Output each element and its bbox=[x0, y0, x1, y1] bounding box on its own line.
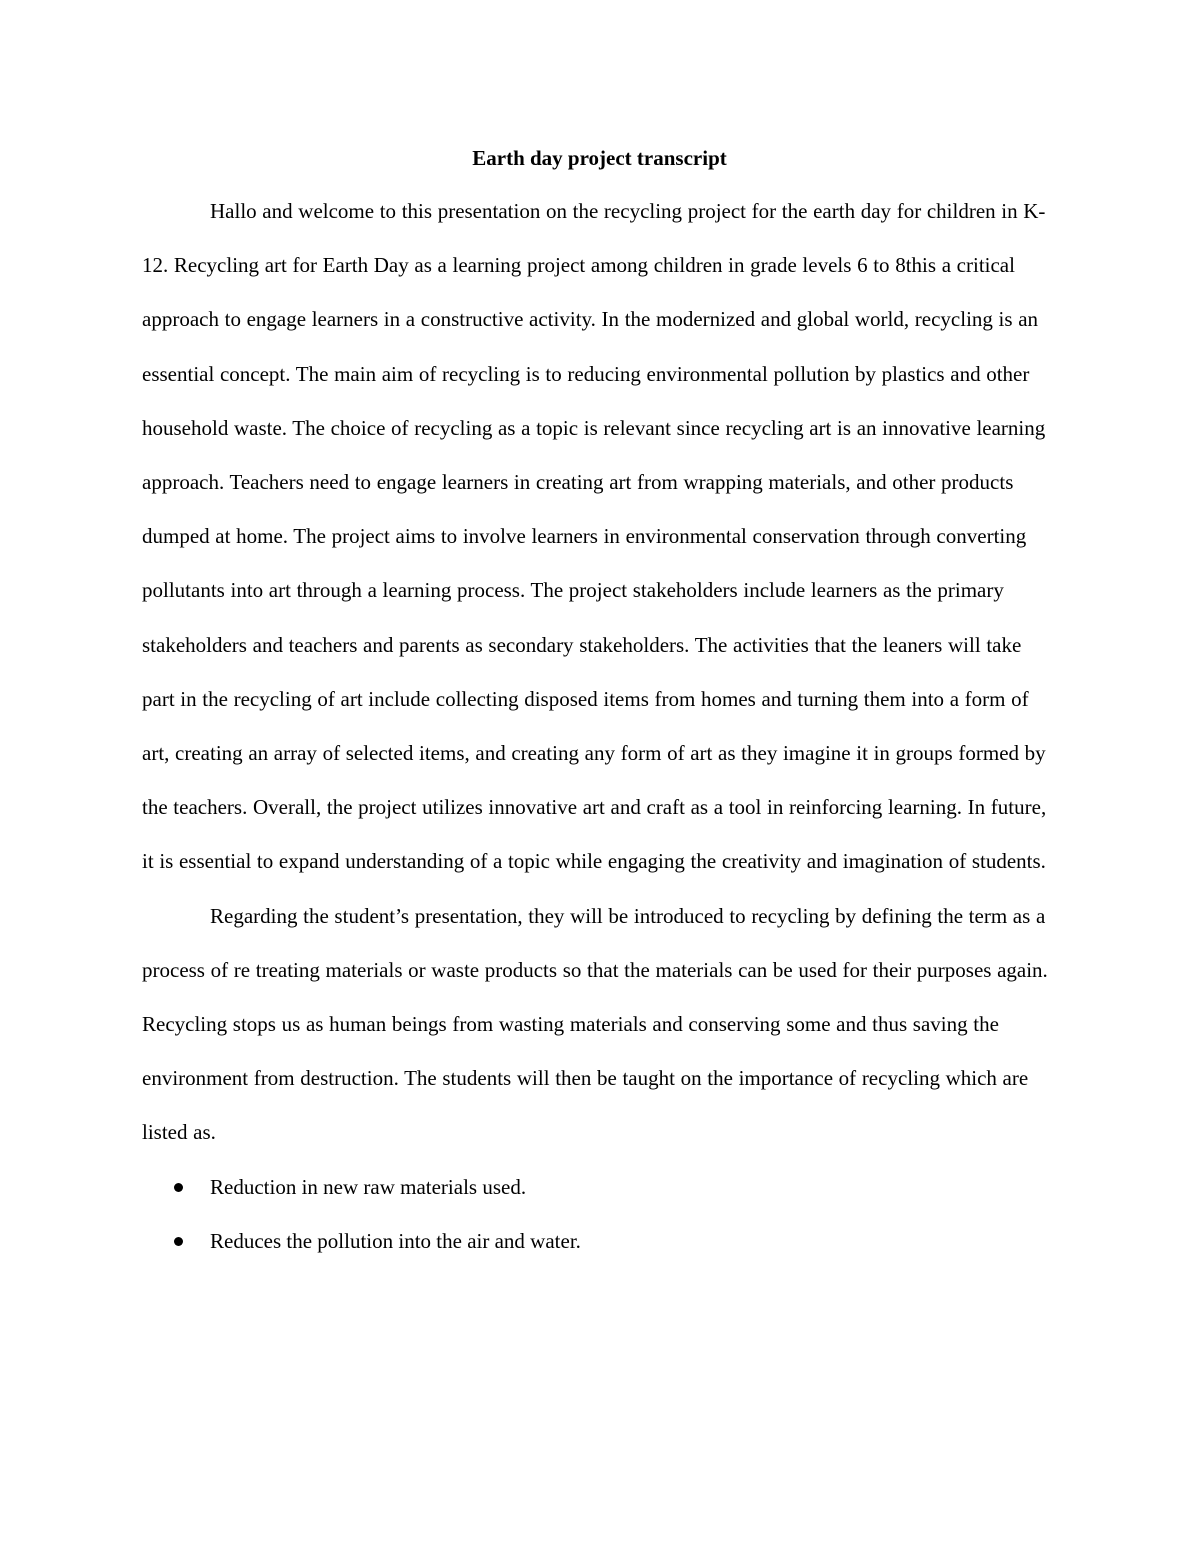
bullet-icon bbox=[174, 1237, 183, 1246]
document-body bbox=[142, 138, 1057, 1268]
paragraph-student-presentation: Regarding the student’s presentation, they will be introduced to recycling by defining the term as a process of re treating materials or waste products so that the materials can be used for their purposes again. Recycling stops us as human beings from wasting materials and conserving some and thus saving the environment from destruction. The students will then be taught on the importance of recycling which are listed as. bbox=[142, 903, 1048, 1145]
importance-list bbox=[142, 1160, 1057, 1268]
list-item-text: Reduces the pollution into the air and water. bbox=[210, 1228, 581, 1253]
list-item-text: Reduction in new raw materials used. bbox=[210, 1174, 527, 1199]
document-title: Earth day project transcript bbox=[472, 146, 727, 170]
list-item bbox=[142, 1160, 1057, 1214]
bullet-icon bbox=[174, 1183, 183, 1192]
list-item bbox=[142, 1214, 1057, 1268]
paragraph-introduction: Hallo and welcome to this presentation on the recycling project for the earth day for children in K-12. Recycling art for Earth Day as a learning project among children in grade levels 6 to 8this a critical approach to engage learners in a constructive activity. In the modernized and global world, recycling is an essential concept. The main aim of recycling is to reducing environmental pollution by plastics and other household waste. The choice of recycling as a topic is relevant since recycling art is an innovative learning approach. Teachers need to engage learners in creating art from wrapping materials, and other products dumped at home. The project aims to involve learners in environmental conservation through converting pollutants into art through a learning process. The project stakeholders include learners as the primary stakeholders and teachers and parents as secondary stakeholders. The activities that the leaners will take part in the recycling of art include collecting disposed items from homes and turning them into a form of art, creating an array of selected items, and creating any form of art as they imagine it in groups formed by the teachers. Overall, the project utilizes innovative art and craft as a tool in reinforcing learning. In future, it is essential to expand understanding of a topic while engaging the creativity and imagination of students. bbox=[142, 199, 1047, 874]
